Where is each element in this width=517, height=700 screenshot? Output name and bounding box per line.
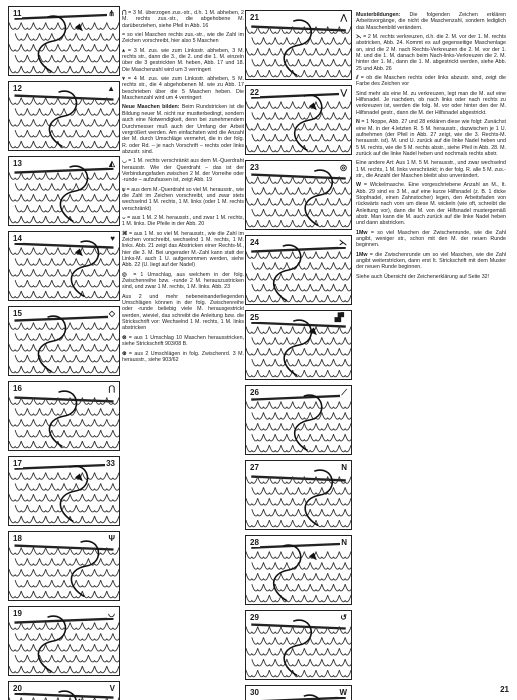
- figure-number: 25: [250, 313, 259, 322]
- stitch-illustration: [9, 457, 119, 525]
- paragraph-text: = die Zwischenrunde um so viel Maschen, wie die Zahl angibt weiterstricken, dann erst It. Strickschrift mit dem Muster der neuen Runde beginnen.: [356, 251, 506, 271]
- knitting-figure: [8, 681, 120, 700]
- stitch-illustration: [9, 607, 119, 675]
- text-paragraph: [122, 158, 244, 183]
- symbol-label: ⌣: [122, 214, 126, 221]
- figure-number: 15: [13, 309, 22, 318]
- figure-number: 11: [13, 9, 22, 18]
- text-column-left: [122, 10, 244, 366]
- paragraph-text: = 3 M. überzogen zus.-str., d.h. 1 M. abheben, 2 M. rechts zus.-str., die abgehobene M. darüberziehen, siehe Pfeil in Abb. 16: [122, 10, 244, 29]
- symbol-label: ⩛: [122, 76, 125, 83]
- text-paragraph: [356, 119, 506, 157]
- paragraph-text: Eine andere Art: Aus 1 M. 5 M. herausstr., und zwar wechselnd 1 M. rechts, 1 M. links verschränkt; in der folg. R. alle 5 M. zus.-str., die Anzahl der Maschen bleibt also unverändert.: [356, 160, 506, 179]
- figure-symbol: ♥: [110, 234, 115, 243]
- knitting-figure: [8, 306, 120, 376]
- knitting-figure: [245, 310, 352, 380]
- text-paragraph: [122, 10, 244, 29]
- knitting-figure: [8, 231, 120, 301]
- figure-number: 16: [13, 384, 22, 393]
- text-paragraph: [356, 182, 506, 226]
- figure-symbol: 33: [106, 459, 115, 468]
- stitch-illustration: [9, 232, 119, 300]
- knitting-figure: [8, 156, 120, 226]
- knitting-figure: [8, 456, 120, 526]
- figure-symbol: W: [339, 688, 347, 697]
- text-paragraph: [122, 104, 244, 155]
- stitch-illustration: [9, 382, 119, 450]
- text-paragraph: [122, 231, 244, 269]
- symbol-label: ⌘: [122, 230, 128, 237]
- paragraph-text: = aus 1 M. 2 M. herausstr., und zwar 1 M. rechts, 1 M. links. Die Pfeile in der Abb. 20: [122, 214, 244, 228]
- stitch-illustration: [246, 461, 351, 529]
- text-paragraph: [356, 75, 506, 88]
- figure-number: 27: [250, 463, 259, 472]
- figure-symbol: ◇: [108, 309, 115, 318]
- symbol-label: ⩚: [122, 47, 125, 54]
- stitch-illustration: [246, 536, 351, 604]
- figure-number: 17: [13, 459, 22, 468]
- paragraph-text: Die folgenden Zeichen erklären Arbeitsvorgänge, die nicht die Maschenzahl, sondern lediglich das Maschenbild verändern.: [356, 12, 506, 31]
- knitting-figure: [245, 385, 352, 455]
- figure-number: 29: [250, 613, 259, 622]
- figure-column-right: [245, 10, 352, 700]
- symbol-label: Neue Maschen bilden:: [122, 104, 180, 111]
- stitch-illustration: [9, 532, 119, 600]
- stitch-illustration: [246, 386, 351, 454]
- stitch-illustration: [246, 11, 351, 79]
- text-paragraph: [122, 335, 244, 348]
- paragraph-text: = 1 M. rechts verschränkt aus dem M.-Querdraht herausstr. Wie der Querdraht – das ist der Verbindungsfaden zwischen 2 M. der Vorreihe oder -runde – aufzufassen ist, zeigt Abb. 19: [122, 158, 244, 184]
- paragraph-text: = 1 Umschlag, aus welchem in der folg. Zwischenreihe bzw. -runde 2 M. herauszustricken sind, und zwar 1 M. rechts, 1 M. links. Abb. 23: [122, 271, 244, 291]
- figure-symbol: Ψ: [108, 534, 115, 543]
- stitch-illustration: [246, 611, 351, 679]
- knitting-figure: [245, 10, 352, 80]
- knitting-figure: [8, 381, 120, 451]
- symbol-label: ⋂: [122, 10, 127, 16]
- paragraph-text: Beim Rundstricken ist die Bildung neuer M. nicht nur mustterbedingt, sondern auch eine Notwendigkeit, denn bei zunehmendem Durchmesser muß auch der Umfang der Arbeit vergrößert werden. Am einfachsten wird die Anzahl der M. durch Umschläge vermehrt, die in der folg. R. oder Rd. – je nach Vorschrift – rechts oder links abzustr. sind.: [122, 104, 244, 155]
- figure-symbol: ▟▘: [334, 313, 347, 322]
- paragraph-text: = aus 2 Umschlägen in folg. Zwischenrd. 3 M. herausstr., siehe 903/62: [122, 350, 244, 363]
- symbol-label: ⋋: [356, 34, 362, 41]
- text-column-right: [356, 12, 506, 283]
- figure-number: 30: [250, 688, 259, 697]
- symbol-label: W: [356, 182, 361, 189]
- figure-symbol: ⟋: [341, 388, 347, 397]
- paragraph-text: = aus 1 Umschlag 10 Maschen herausstricken, siehe Strickschrift 903/08 B.: [122, 334, 244, 348]
- figure-symbol: ⋋: [339, 238, 347, 247]
- stitch-illustration: [9, 82, 119, 150]
- text-paragraph: [122, 294, 244, 332]
- figure-symbol: ▲: [107, 84, 115, 93]
- paragraph-text: = ob die Maschen rechts oder links abzustr. sind, zeigt die Farbe des Zeichen vor: [356, 75, 506, 88]
- text-paragraph: [356, 12, 506, 31]
- stitch-illustration: [9, 157, 119, 225]
- paragraph-text: = so viel Maschen der Zwischenrunde, wie die Zahl angibt, weniger str., schon mit den M. der neuen Runde beginnen.: [356, 229, 506, 249]
- text-paragraph: [356, 160, 506, 179]
- knitting-figure: [245, 85, 352, 155]
- text-paragraph: [122, 215, 244, 228]
- figure-number: 28: [250, 538, 259, 547]
- paragraph-text: Aus 2 und mehr nebeneinanderliegenden Umschlägen können in der folg. Zwischenreihe oder -runde beliebig viele M. herausgestrickt werden, wieviel, das schreibt die Anleitung bzw. die Strickschrift vor: Wechselnd 1 M. rechts, 1 M. links abstricken: [122, 293, 244, 332]
- figure-number: 23: [250, 163, 259, 172]
- figure-symbol: ◡: [108, 609, 115, 618]
- symbol-label: ⊛: [122, 350, 127, 357]
- stitch-illustration: [9, 682, 119, 700]
- paragraph-text: = aus 1 M. so viel M. herausstr., wie die Zahl im Zeichen vorschreibt, wechselnd 1 M. rechts, 1 M. links. Abb. 21 zeigt das Abstricken einer Rechts-M., hier die 3. M. Bei ungerader M.-Zahl kann statt der Links-M. auch 1 U. aufgenommen werden, siehe Abb. 22 (U. liegt auf der Nadel): [122, 230, 244, 269]
- stitch-illustration: [246, 86, 351, 154]
- symbol-label: ◡: [122, 158, 127, 165]
- figure-symbol: V: [109, 684, 115, 693]
- knitting-figure: [8, 81, 120, 151]
- paragraph-text: = 1 Noppe, Abb. 27 und 28 erklären diese wie folgt: Zunächst eine M. in der 4.letzten R. 5 M. herausstr., dazwischen je 1 U. aufnehmen (der Pfeil in Abb. 27 zeigt, wie die 3. Rechts-M. herausstr. ist). M. und U. zurück auf die linke Nadel heben und 5 M. rechts, wie die 5 M. rechts abstr., siehe Pfeil in Abb. 28. M. zurück auf die linke Nadel heben und nochmals rechts abstr.: [356, 119, 506, 157]
- text-paragraph: [356, 230, 506, 249]
- symbol-label: 1Mw: [356, 229, 368, 236]
- figure-symbol: N: [341, 463, 347, 472]
- figure-number: 19: [13, 609, 22, 618]
- figure-number: 20: [13, 684, 22, 693]
- figure-number: 26: [250, 388, 259, 397]
- figure-column-left: [8, 6, 120, 700]
- symbol-label: N: [356, 119, 360, 126]
- stitch-illustration: [246, 236, 351, 304]
- symbol-label: ⊗: [122, 334, 127, 341]
- stitch-illustration: [9, 7, 119, 75]
- stitch-illustration: [246, 686, 351, 700]
- symbol-label: ⍦: [122, 186, 126, 193]
- paragraph-text: = Wickelmasche. Eine vorgeschriebene Anzahl an M., It. Abb. 29 sind es 3 M., auf eine kurze Hilfsnadel (z. B. 1 dicke Stopfnadel, einen Zahnstocher) legen, den Arbeitsfaden von rückwärts nach vorn um diese M. wickeln (wie oft, schreibt die Anleitung vor), dann die M. von der Hilfsnadel mustergemäß abstr. Man kann die M. auch zurück auf die linke Nadel heben und dann abstricken.: [356, 182, 506, 227]
- knitting-figure: [8, 6, 120, 76]
- paragraph-text: = so viel Maschen rechts zus.-str., wie die Zahl im Zeichen vorschreibt, hier also 5 Maschen: [122, 32, 244, 45]
- text-paragraph: [356, 91, 506, 116]
- figure-number: 18: [13, 534, 22, 543]
- figure-number: 14: [13, 234, 22, 243]
- figure-symbol: ⋁: [340, 88, 347, 97]
- figure-symbol: ↺: [340, 613, 347, 622]
- text-paragraph: [122, 272, 244, 291]
- knitting-figure: [245, 685, 352, 700]
- stitch-illustration: [246, 161, 351, 229]
- text-paragraph: [356, 274, 506, 280]
- knitting-figure: [8, 531, 120, 601]
- knitting-figure: [245, 610, 352, 680]
- page-number: 21: [500, 685, 509, 694]
- paragraph-text: Siehe auch Übersicht der Zeichenerklärung auf Seite 32!: [356, 273, 490, 280]
- figure-symbol: ⋂: [108, 384, 115, 393]
- paragraph-text: = 3 M. zus. wie zum Linksstr. abheben, 3 M. rechts str., dann die 3., die 2. und die 1. M. einzeln über die 3 gestrickten M. heben, Abb. 17 und 18. Die Maschenzahl wird um 3 verringert: [122, 47, 244, 73]
- text-paragraph: [122, 351, 244, 364]
- figure-symbol: ◎: [340, 163, 347, 172]
- figure-number: 13: [13, 159, 22, 168]
- symbol-label: ⫽: [356, 75, 359, 82]
- knitting-figure: [245, 535, 352, 605]
- figure-number: 22: [250, 88, 259, 97]
- text-paragraph: [122, 48, 244, 73]
- symbol-label: ◎: [122, 271, 130, 278]
- figure-symbol: ⋀: [340, 13, 347, 22]
- text-paragraph: [122, 187, 244, 212]
- figure-symbol: ◭: [108, 159, 115, 168]
- knitting-figure: [8, 606, 120, 676]
- figure-symbol: ⋔: [108, 9, 115, 18]
- text-paragraph: [122, 76, 244, 101]
- symbol-label: Musterbildungen:: [356, 12, 401, 18]
- knitting-figure: [245, 160, 352, 230]
- knitting-figure: [245, 235, 352, 305]
- knitting-figure: [245, 460, 352, 530]
- figure-number: 24: [250, 238, 259, 247]
- figure-number: 21: [250, 13, 259, 22]
- paragraph-text: = 2 M. rechts verkreuzen, d.h. die 2. M. vor der 1. M. rechts abstricken, Abb. 24. Kommt es auf gegenseitige Maschenlage an, sind die 2 M. nach Rechts-Verkreuzen die 2. M. vor der 1. M. und die 1. M. danach beim Nach-links-Verkreuzen die 2. M. hinter der 1. M., dann die 1. M. abgestrickt werden, siehe Abb. 25 und Abb. 26: [356, 34, 506, 72]
- text-paragraph: [122, 32, 244, 45]
- stitch-illustration: [9, 307, 119, 375]
- symbol-label: 1Mw: [356, 251, 368, 258]
- paragraph-text: Sind mehr als eine M. zu verkreuzen, legt man die M. auf eine Hilfsnadel. Je nachdem, ob nach links oder nach rechts zu verkreuzen ist, werden die folg. M. vor oder hinter den der M. Hilfsnadel gestr., dann die M. der Hilfsnadel abgestrickt.: [356, 90, 506, 116]
- text-paragraph: [356, 252, 506, 271]
- paragraph-text: = aus dem M.-Querdraht so viel M. herausstr., wie die Zahl im Zeichen vorschreibt, und zwar stets wechselnd 1 M. rechts, 1 M. links (oder 1 M. rechts verschränkt): [122, 186, 244, 212]
- text-paragraph: [356, 34, 506, 72]
- figure-symbol: N: [341, 538, 347, 547]
- paragraph-text: = 4 M. zus. wie zum Linksstr. abheben, 5 M. rechts str., die 4 abgehobenen M. wie zu Abb. 17 beschrieben über die 5 Maschen heben. Die Maschenzahl wird um 4 verringert: [122, 76, 244, 102]
- figure-number: 12: [13, 84, 22, 93]
